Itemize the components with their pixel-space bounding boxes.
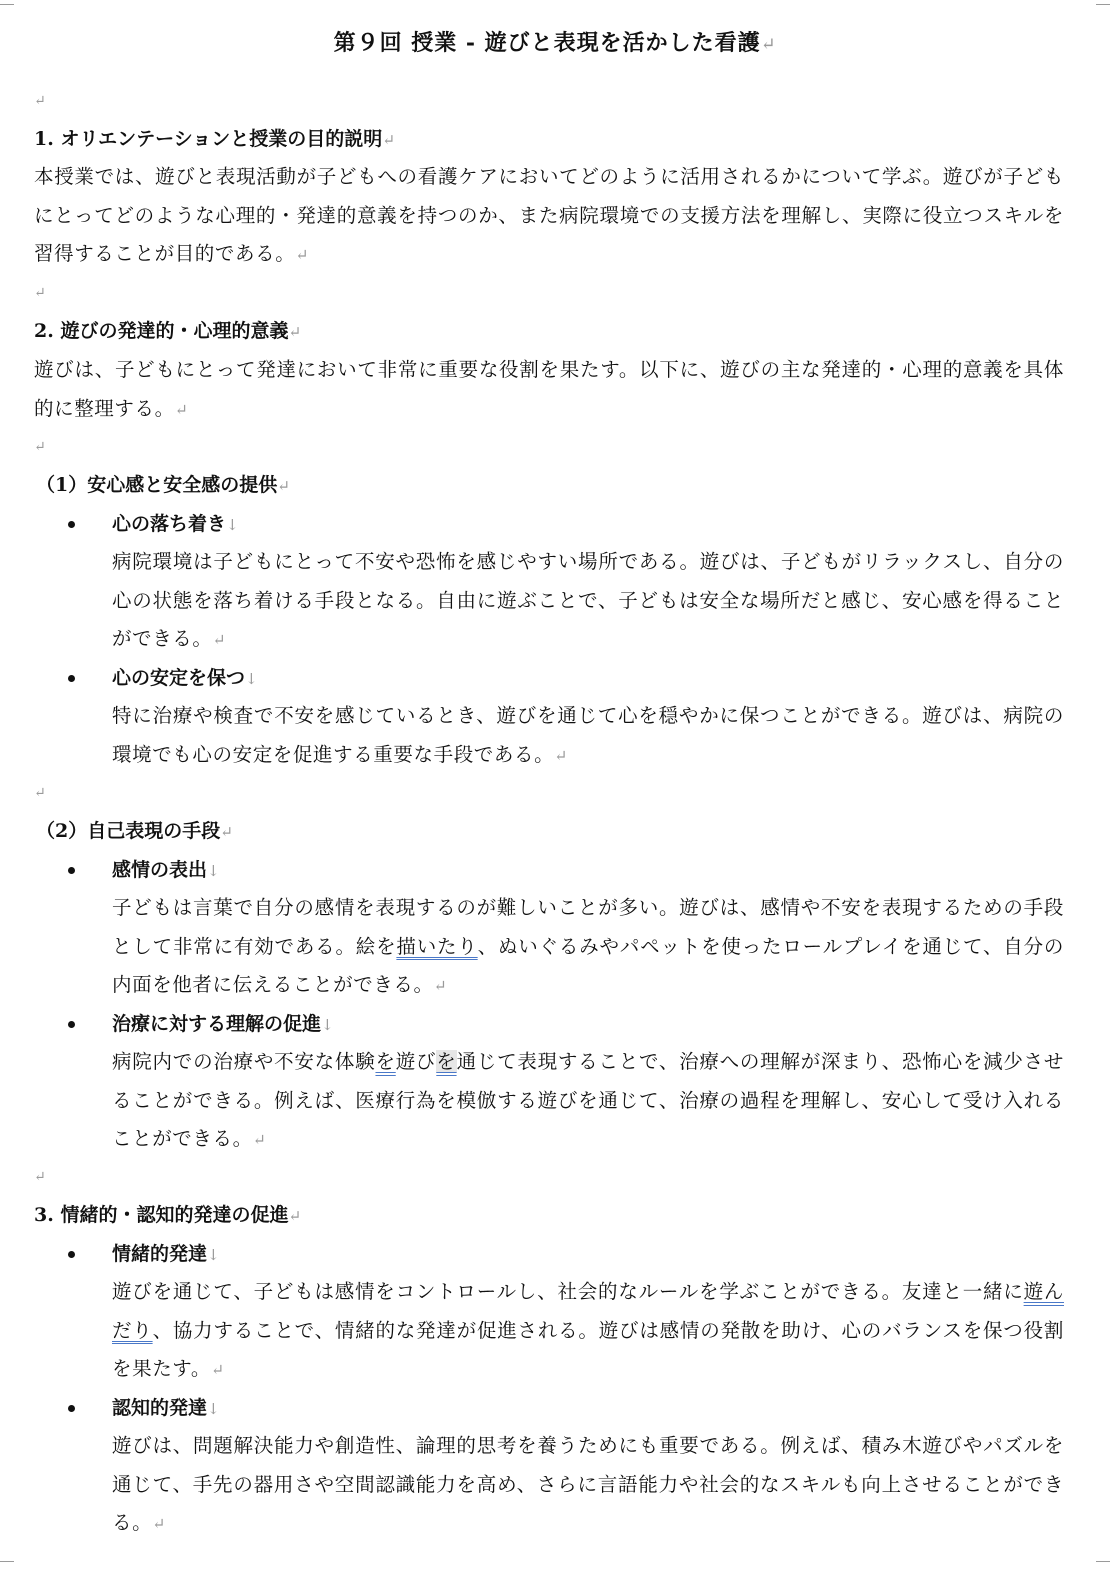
- subsection-1-heading-text: （1）安心感と安全感の提供: [36, 474, 278, 496]
- bullet-body-heart-calm[interactable]: [112, 543, 1064, 660]
- bullet-title-cognitive-development[interactable]: [112, 1389, 220, 1428]
- empty-paragraph-mark: ↵: [34, 439, 46, 455]
- line-break-mark: ↓: [207, 862, 220, 880]
- bullet-body-text: 通じて表現することで、治療への理解が深まり、恐怖心を減少させることができる。例えば、医療行為を模倣する遊びを通じて、治療の過程を理解し、安心して受け入れることができる。: [112, 1050, 1065, 1150]
- line-break-mark: ↓: [321, 1016, 334, 1034]
- section-2-heading-text: 2. 遊びの発達的・心理的意義: [34, 320, 289, 342]
- bullet-title-text: 感情の表出: [112, 859, 208, 881]
- bullet-icon: [68, 675, 75, 682]
- section-2-body[interactable]: [34, 351, 1064, 429]
- bullet-body-text: 病院環境は子どもにとって不安や恐怖を感じやすい場所である。遊びは、子どもがリラックスし、自分の心の状態を落ち着ける手段となる。自由に遊ぶことで、子どもは安全な場所だと感じ、安心感を得ることができる。: [112, 550, 1064, 650]
- bullet-title-text: 心の落ち着き: [112, 513, 227, 535]
- bullet-icon: [68, 1405, 75, 1412]
- bullet-body-heart-stability[interactable]: [112, 697, 1064, 775]
- empty-paragraph-mark: ↵: [34, 785, 46, 801]
- grammar-flagged-word[interactable]: 描いたり: [396, 934, 478, 958]
- grammar-flagged-word[interactable]: 遊んだり: [112, 1280, 1064, 1342]
- bullet-body-text: 遊びは、問題解決能力や創造性、論理的思考を養うためにも重要である。例えば、積み木遊びやパズルを通じて、手先の器用さや空間認識能力を高め、さらに言語能力や社会的なスキルも向上させることができる。: [112, 1434, 1064, 1534]
- bullet-body-treatment-understanding[interactable]: [112, 1043, 1064, 1160]
- page-corner-bottom-left: [0, 1561, 14, 1570]
- bullet-title-emotion-expression[interactable]: [112, 851, 220, 890]
- document-title[interactable]: [0, 24, 1110, 64]
- bullet-body-text: 、ぬいぐるみやパペットを使ったロールプレイを通じて、自分の内面を他者に伝えることができる。: [112, 934, 1064, 996]
- bullet-title-text: 情緒的発達: [112, 1243, 208, 1265]
- section-3-heading[interactable]: [34, 1196, 301, 1235]
- paragraph-mark: ↵: [382, 131, 396, 149]
- paragraph-mark: ↵: [210, 1361, 225, 1379]
- bullet-body-cognitive-development[interactable]: [112, 1427, 1064, 1544]
- grammar-flagged-word-highlighted[interactable]: を: [436, 1050, 457, 1073]
- paragraph-mark: ↵: [288, 1207, 302, 1225]
- paragraph-mark: ↵: [760, 35, 777, 55]
- bullet-title-treatment-understanding[interactable]: [112, 1005, 334, 1044]
- section-1-heading[interactable]: [34, 120, 395, 159]
- page-corner-top-left: [0, 0, 14, 5]
- empty-paragraph-mark: ↵: [34, 93, 46, 109]
- section-2-body-text: 遊びは、子どもにとって発達において非常に重要な役割を果たす。以下に、遊びの主な発達的・心理的意義を具体的に整理する。: [34, 358, 1064, 420]
- subsection-1-heading[interactable]: [36, 466, 290, 505]
- paragraph-mark: ↵: [433, 977, 448, 995]
- paragraph-mark: ↵: [295, 246, 309, 264]
- bullet-title-text: 治療に対する理解の促進: [112, 1013, 322, 1035]
- line-break-mark: ↓: [226, 516, 239, 534]
- subsection-2-heading-text: （2）自己表現の手段: [36, 820, 221, 842]
- bullet-icon: [68, 1021, 75, 1028]
- bullet-title-text: 認知的発達: [112, 1397, 208, 1419]
- document-title-text: 第９回 授業 - 遊びと表現を活かした看護: [333, 30, 761, 56]
- section-1-body-text: 本授業では、遊びと表現活動が子どもへの看護ケアにおいてどのように活用されるかについて学ぶ。遊びが子どもにとってどのような心理的・発達的意義を持つのか、また病院環境での支援方法を理解し、実際に役立つスキルを習得することが目的である。: [34, 165, 1064, 265]
- bullet-icon: [68, 521, 75, 528]
- empty-paragraph-mark: ↵: [34, 285, 46, 301]
- section-3-heading-text: 3. 情緒的・認知的発達の促進: [34, 1204, 289, 1226]
- line-break-mark: ↓: [207, 1400, 220, 1418]
- bullet-body-text: 、協力することで、情緒的な発達が促進される。遊びは感情の発散を助け、心のバランスを保つ役割を果たす。: [112, 1318, 1064, 1380]
- page-corner-top-right: [1096, 0, 1110, 5]
- bullet-body-emotion-expression[interactable]: [112, 889, 1064, 1006]
- paragraph-mark: ↵: [220, 823, 233, 841]
- grammar-flagged-word[interactable]: を: [375, 1050, 396, 1073]
- section-1-body[interactable]: [34, 158, 1064, 275]
- line-break-mark: ↓: [207, 1246, 220, 1264]
- paragraph-mark: ↵: [277, 477, 290, 495]
- bullet-title-emotional-development[interactable]: [112, 1235, 220, 1274]
- paragraph-mark: ↵: [288, 323, 302, 341]
- bullet-icon: [68, 867, 75, 874]
- subsection-2-heading[interactable]: [36, 812, 233, 851]
- paragraph-mark: ↵: [152, 1515, 166, 1533]
- paragraph-mark: ↵: [252, 1131, 267, 1149]
- bullet-icon: [68, 1251, 75, 1258]
- bullet-body-text: 遊び: [395, 1050, 437, 1073]
- bullet-body-text: 遊びを通じて、子どもは感情をコントロールし、社会的なルールを学ぶことができる。友達と一緒に: [112, 1280, 1024, 1303]
- bullet-body-text: 病院内での治療や不安な体験: [112, 1050, 376, 1073]
- section-2-heading[interactable]: [34, 312, 301, 351]
- bullet-body-text: 特に治療や検査で不安を感じているとき、遊びを通じて心を穏やかに保つことができる。遊びは、病院の環境でも心の安定を促進する重要な手段である。: [112, 704, 1064, 766]
- bullet-body-text: 子どもは言葉で自分の感情を表現するのが難しいことが多い。遊びは、感情や不安を表現するための手段として非常に有効である。絵を: [112, 896, 1064, 958]
- bullet-title-text: 心の安定を保つ: [112, 667, 246, 689]
- paragraph-mark: ↵: [212, 631, 227, 649]
- bullet-title-heart-stability[interactable]: [112, 659, 258, 698]
- paragraph-mark: ↵: [554, 746, 568, 765]
- line-break-mark: ↓: [245, 670, 258, 688]
- bullet-body-emotional-development[interactable]: [112, 1273, 1064, 1390]
- page-corner-bottom-right: [1096, 1561, 1110, 1570]
- bullet-title-heart-calm[interactable]: [112, 505, 239, 544]
- empty-paragraph-mark: ↵: [34, 1169, 46, 1185]
- section-1-heading-text: 1. オリエンテーションと授業の目的説明: [34, 128, 383, 150]
- paragraph-mark: ↵: [174, 400, 189, 419]
